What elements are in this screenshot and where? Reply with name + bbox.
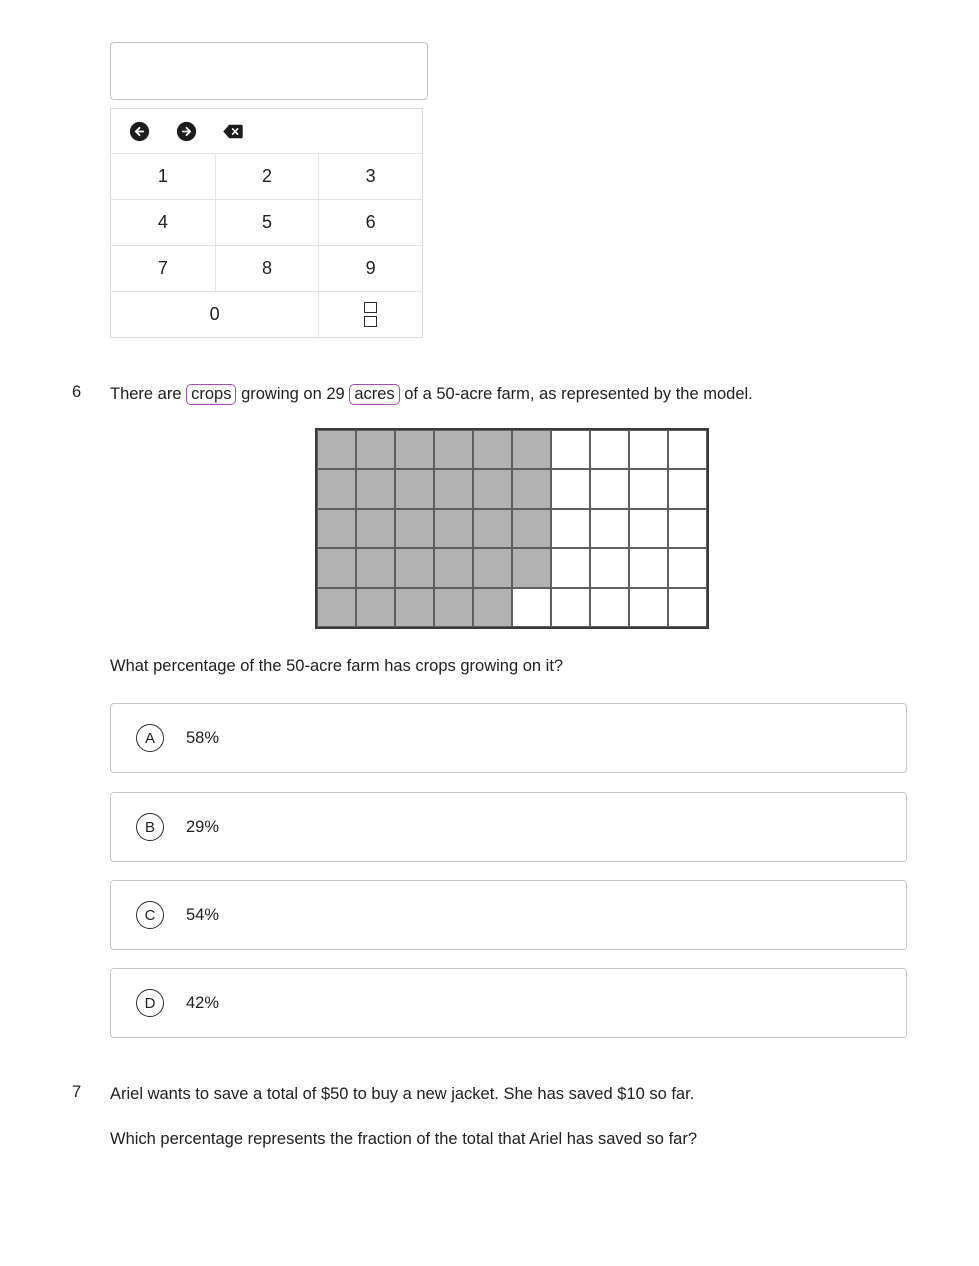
option-b-label: 29% [186, 817, 220, 836]
question6-seg2: growing on 29 [236, 385, 350, 403]
model-cell-shaded [356, 469, 395, 508]
question6-number: 6 [72, 383, 82, 401]
model-cell-shaded [395, 548, 434, 587]
question6-seg4: of a 50-acre farm, as represented by the model. [399, 385, 753, 403]
question7-number: 7 [72, 1083, 82, 1101]
keypad-grid [111, 153, 422, 337]
model-cell-empty [668, 588, 707, 627]
model-cell-shaded [473, 548, 512, 587]
model-cell-shaded [317, 430, 356, 469]
model-cell-empty [668, 430, 707, 469]
model-cell-empty [668, 509, 707, 548]
model-cell-empty [668, 548, 707, 587]
key-1[interactable]: 1 [111, 153, 215, 199]
arrow-left-icon[interactable] [128, 120, 150, 142]
keypad-toolbar [111, 109, 422, 153]
option-d-letter: D [136, 989, 164, 1017]
model-cell-empty [590, 509, 629, 548]
model-cell-shaded [473, 469, 512, 508]
model-cell-empty [668, 469, 707, 508]
model-cell-empty [629, 509, 668, 548]
model-cell-empty [551, 430, 590, 469]
model-cell-empty [551, 548, 590, 587]
model-cell-shaded [395, 430, 434, 469]
term-crops[interactable]: crops [186, 384, 236, 405]
model-cell-shaded [512, 430, 551, 469]
model-cell-shaded [512, 469, 551, 508]
option-d-label: 42% [186, 993, 220, 1012]
farm-model-grid [315, 428, 709, 629]
key-6[interactable]: 6 [318, 199, 422, 245]
key-8[interactable]: 8 [215, 245, 319, 291]
model-cell-shaded [356, 509, 395, 548]
model-cell-shaded [434, 430, 473, 469]
model-cell-shaded [473, 509, 512, 548]
option-c-letter: C [136, 901, 164, 929]
option-a[interactable] [110, 703, 907, 773]
model-cell-empty [551, 588, 590, 627]
numeric-keypad [110, 108, 423, 338]
model-cell-empty [590, 430, 629, 469]
model-cell-shaded [434, 509, 473, 548]
model-cell-shaded [395, 588, 434, 627]
option-b[interactable] [110, 792, 907, 862]
model-cell-empty [629, 469, 668, 508]
option-c-label: 54% [186, 905, 220, 924]
model-cell-empty [551, 469, 590, 508]
model-cell-empty [551, 509, 590, 548]
key-9[interactable]: 9 [318, 245, 422, 291]
option-d[interactable] [110, 968, 907, 1038]
model-cell-shaded [473, 430, 512, 469]
model-cell-shaded [317, 509, 356, 548]
model-cell-shaded [317, 588, 356, 627]
backspace-icon[interactable] [222, 120, 244, 142]
option-a-letter: A [136, 724, 164, 752]
model-cell-empty [512, 588, 551, 627]
answer-input[interactable] [110, 42, 428, 100]
key-0[interactable]: 0 [111, 291, 318, 337]
model-cell-shaded [356, 548, 395, 587]
model-cell-shaded [356, 430, 395, 469]
keyboard-toggle-icon [364, 302, 377, 327]
key-3[interactable]: 3 [318, 153, 422, 199]
model-cell-empty [629, 548, 668, 587]
arrow-right-icon[interactable] [175, 120, 197, 142]
model-cell-shaded [317, 469, 356, 508]
model-cell-shaded [434, 548, 473, 587]
model-cell-shaded [356, 588, 395, 627]
key-2[interactable]: 2 [215, 153, 319, 199]
question7-line2: Which percentage represents the fraction of the total that Ariel has saved so far? [110, 1130, 697, 1148]
question6-prompt: What percentage of the 50-acre farm has crops growing on it? [110, 657, 564, 675]
model-cell-shaded [434, 588, 473, 627]
option-c[interactable] [110, 880, 907, 950]
model-cell-shaded [395, 509, 434, 548]
question7-line1: Ariel wants to save a total of $50 to buy a new jacket. She has saved $10 so far. [110, 1085, 695, 1103]
model-cell-empty [629, 588, 668, 627]
key-7[interactable]: 7 [111, 245, 215, 291]
key-4[interactable]: 4 [111, 199, 215, 245]
model-cell-shaded [395, 469, 434, 508]
option-a-label: 58% [186, 728, 220, 747]
option-b-letter: B [136, 813, 164, 841]
model-cell-empty [590, 588, 629, 627]
model-cell-empty [629, 430, 668, 469]
model-cell-empty [590, 469, 629, 508]
model-cell-shaded [434, 469, 473, 508]
model-cell-shaded [512, 548, 551, 587]
question6-seg0: There are [110, 385, 187, 403]
model-cell-empty [590, 548, 629, 587]
term-acres[interactable]: acres [349, 384, 399, 405]
question6-text [110, 383, 910, 407]
key-5[interactable]: 5 [215, 199, 319, 245]
keyboard-toggle-key[interactable] [318, 291, 422, 337]
model-cell-shaded [473, 588, 512, 627]
model-cell-shaded [317, 548, 356, 587]
model-cell-shaded [512, 509, 551, 548]
